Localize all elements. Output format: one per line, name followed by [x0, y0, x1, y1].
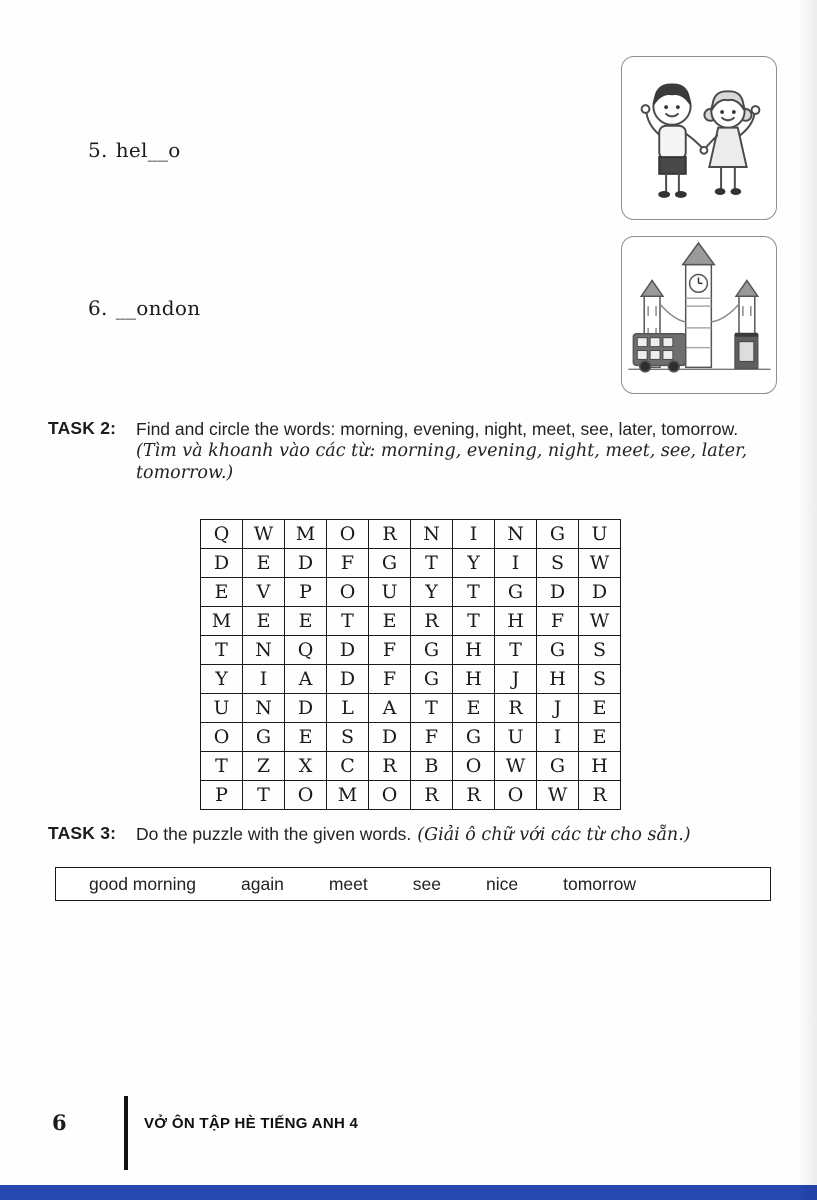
wordsearch-cell: T	[411, 694, 453, 723]
wordsearch-cell: W	[495, 752, 537, 781]
wordsearch-cell: O	[327, 578, 369, 607]
wordsearch-row	[201, 665, 621, 694]
item-5-number: 5.	[88, 138, 108, 162]
word-bank-item: again	[241, 873, 284, 894]
wordsearch-cell: G	[411, 636, 453, 665]
wordsearch-cell: E	[285, 607, 327, 636]
task3-section	[48, 823, 776, 846]
wordsearch-row	[201, 578, 621, 607]
wordsearch-cell: G	[243, 723, 285, 752]
wordsearch-cell: S	[327, 723, 369, 752]
wordsearch-cell: H	[579, 752, 621, 781]
wordsearch-cell: E	[243, 607, 285, 636]
wordsearch-cell: I	[453, 520, 495, 549]
word-bank-item: good morning	[89, 873, 197, 894]
wordsearch-cell: T	[453, 578, 495, 607]
word-bank-box	[55, 867, 771, 901]
wordsearch-cell: W	[537, 781, 579, 810]
wordsearch-cell: Y	[411, 578, 453, 607]
wordsearch-cell: R	[411, 607, 453, 636]
word-bank-item: meet	[328, 873, 368, 894]
london-illustration	[622, 237, 776, 393]
children-illustration	[622, 57, 776, 219]
wordsearch-cell: E	[579, 723, 621, 752]
bottom-bar	[0, 1185, 817, 1200]
wordsearch-cell: T	[201, 752, 243, 781]
wordsearch-cell: R	[369, 520, 411, 549]
wordsearch-cell: Q	[201, 520, 243, 549]
wordsearch-cell: O	[327, 520, 369, 549]
wordsearch-cell: G	[537, 520, 579, 549]
wordsearch-cell: H	[495, 607, 537, 636]
wordsearch-cell: O	[201, 723, 243, 752]
wordsearch-cell: G	[411, 665, 453, 694]
wordsearch-cell: H	[537, 665, 579, 694]
wordsearch-cell: I	[495, 549, 537, 578]
wordsearch-cell: M	[201, 607, 243, 636]
wordsearch-cell: N	[495, 520, 537, 549]
wordsearch-cell: T	[327, 607, 369, 636]
wordsearch-cell: W	[243, 520, 285, 549]
wordsearch-cell: R	[495, 694, 537, 723]
wordsearch-cell: D	[285, 694, 327, 723]
wordsearch-cell: G	[495, 578, 537, 607]
word-bank-item: see	[412, 873, 441, 894]
task3-translation: (Giải ô chữ với các từ cho sẵn.)	[417, 825, 691, 845]
wordsearch-cell: G	[369, 549, 411, 578]
wordsearch-cell: F	[537, 607, 579, 636]
wordsearch-cell: H	[453, 636, 495, 665]
task2-translation: (Tìm và khoanh vào các từ: morning, evening, night, meet, see, later, tomorrow.)	[136, 441, 748, 483]
wordsearch-cell: X	[285, 752, 327, 781]
wordsearch-cell: E	[579, 694, 621, 723]
wordsearch-cell: S	[579, 636, 621, 665]
wordsearch-cell: F	[369, 636, 411, 665]
wordsearch-cell: A	[369, 694, 411, 723]
wordsearch-row	[201, 723, 621, 752]
wordsearch-table	[200, 519, 621, 810]
wordsearch-cell: F	[327, 549, 369, 578]
wordsearch-cell: E	[243, 549, 285, 578]
wordsearch-cell: T	[411, 549, 453, 578]
wordsearch-cell: P	[201, 781, 243, 810]
word-bank-item: tomorrow	[563, 873, 637, 894]
item-6-word: __ondon	[115, 296, 201, 320]
wordsearch-cell: R	[579, 781, 621, 810]
wordsearch-cell: P	[285, 578, 327, 607]
wordsearch-row	[201, 752, 621, 781]
wordsearch-cell: H	[453, 665, 495, 694]
wordsearch-row	[201, 607, 621, 636]
exercise-item-5	[88, 138, 181, 162]
wordsearch-cell: D	[327, 665, 369, 694]
wordsearch-cell: F	[411, 723, 453, 752]
wordsearch-cell: W	[579, 607, 621, 636]
wordsearch-cell: M	[285, 520, 327, 549]
wordsearch-cell: D	[369, 723, 411, 752]
wordsearch-cell: Y	[453, 549, 495, 578]
wordsearch-row	[201, 549, 621, 578]
wordsearch-cell: S	[537, 549, 579, 578]
children-illustration-box	[621, 56, 777, 220]
task2-section	[48, 418, 776, 484]
wordsearch-cell: T	[453, 607, 495, 636]
wordsearch-cell: O	[369, 781, 411, 810]
wordsearch-cell: E	[369, 607, 411, 636]
wordsearch-cell: E	[453, 694, 495, 723]
wordsearch-cell: T	[495, 636, 537, 665]
wordsearch-cell: D	[537, 578, 579, 607]
wordsearch-cell: G	[537, 636, 579, 665]
task3-label: TASK 3:	[48, 823, 117, 843]
word-bank-item: nice	[485, 873, 519, 894]
wordsearch-cell: V	[243, 578, 285, 607]
wordsearch-cell: T	[243, 781, 285, 810]
wordsearch-cell: I	[243, 665, 285, 694]
wordsearch-cell: L	[327, 694, 369, 723]
task2-label: TASK 2:	[48, 418, 117, 438]
wordsearch-cell: C	[327, 752, 369, 781]
wordsearch-cell: D	[285, 549, 327, 578]
wordsearch-cell: E	[285, 723, 327, 752]
wordsearch-cell: N	[411, 520, 453, 549]
footer-divider	[124, 1096, 128, 1170]
wordsearch-cell: U	[201, 694, 243, 723]
wordsearch-cell: B	[411, 752, 453, 781]
london-illustration-box	[621, 236, 777, 394]
wordsearch-cell: O	[495, 781, 537, 810]
wordsearch-row	[201, 520, 621, 549]
wordsearch-cell: T	[201, 636, 243, 665]
book-title: VỞ ÔN TẬP HÈ TIẾNG ANH 4	[144, 1115, 359, 1132]
wordsearch-cell: J	[495, 665, 537, 694]
wordsearch-cell: U	[495, 723, 537, 752]
wordsearch-cell: R	[453, 781, 495, 810]
task3-instruction: Do the puzzle with the given words.	[136, 824, 412, 844]
wordsearch-cell: D	[327, 636, 369, 665]
item-5-word: hel__o	[115, 138, 181, 162]
wordsearch-cell: D	[579, 578, 621, 607]
wordsearch-cell: S	[579, 665, 621, 694]
wordsearch-cell: O	[285, 781, 327, 810]
wordsearch-cell: Q	[285, 636, 327, 665]
wordsearch-cell: Z	[243, 752, 285, 781]
wordsearch-cell: A	[285, 665, 327, 694]
wordsearch-cell: R	[411, 781, 453, 810]
wordsearch-cell: E	[201, 578, 243, 607]
wordsearch-cell: I	[537, 723, 579, 752]
wordsearch-body	[201, 520, 621, 810]
wordsearch-cell: U	[369, 578, 411, 607]
wordsearch-cell: G	[453, 723, 495, 752]
wordsearch-cell: M	[327, 781, 369, 810]
wordsearch-cell: F	[369, 665, 411, 694]
wordsearch-cell: N	[243, 694, 285, 723]
wordsearch-cell: J	[537, 694, 579, 723]
task3-body	[136, 823, 776, 846]
wordsearch-cell: U	[579, 520, 621, 549]
wordsearch-cell: R	[369, 752, 411, 781]
wordsearch-cell: G	[537, 752, 579, 781]
wordsearch-cell: N	[243, 636, 285, 665]
item-6-number: 6.	[88, 296, 108, 320]
page-edge-shade	[797, 0, 817, 1200]
wordsearch-row	[201, 694, 621, 723]
wordsearch-row	[201, 781, 621, 810]
wordsearch-cell: D	[201, 549, 243, 578]
task2-instruction: Find and circle the words: morning, evening, night, meet, see, later, tomorrow.	[136, 419, 739, 439]
wordsearch-row	[201, 636, 621, 665]
wordsearch-cell: O	[453, 752, 495, 781]
exercise-item-6	[88, 296, 200, 320]
page-number: 6	[52, 1110, 67, 1135]
wordsearch-cell: W	[579, 549, 621, 578]
wordsearch-cell: Y	[201, 665, 243, 694]
task2-body	[136, 418, 776, 484]
